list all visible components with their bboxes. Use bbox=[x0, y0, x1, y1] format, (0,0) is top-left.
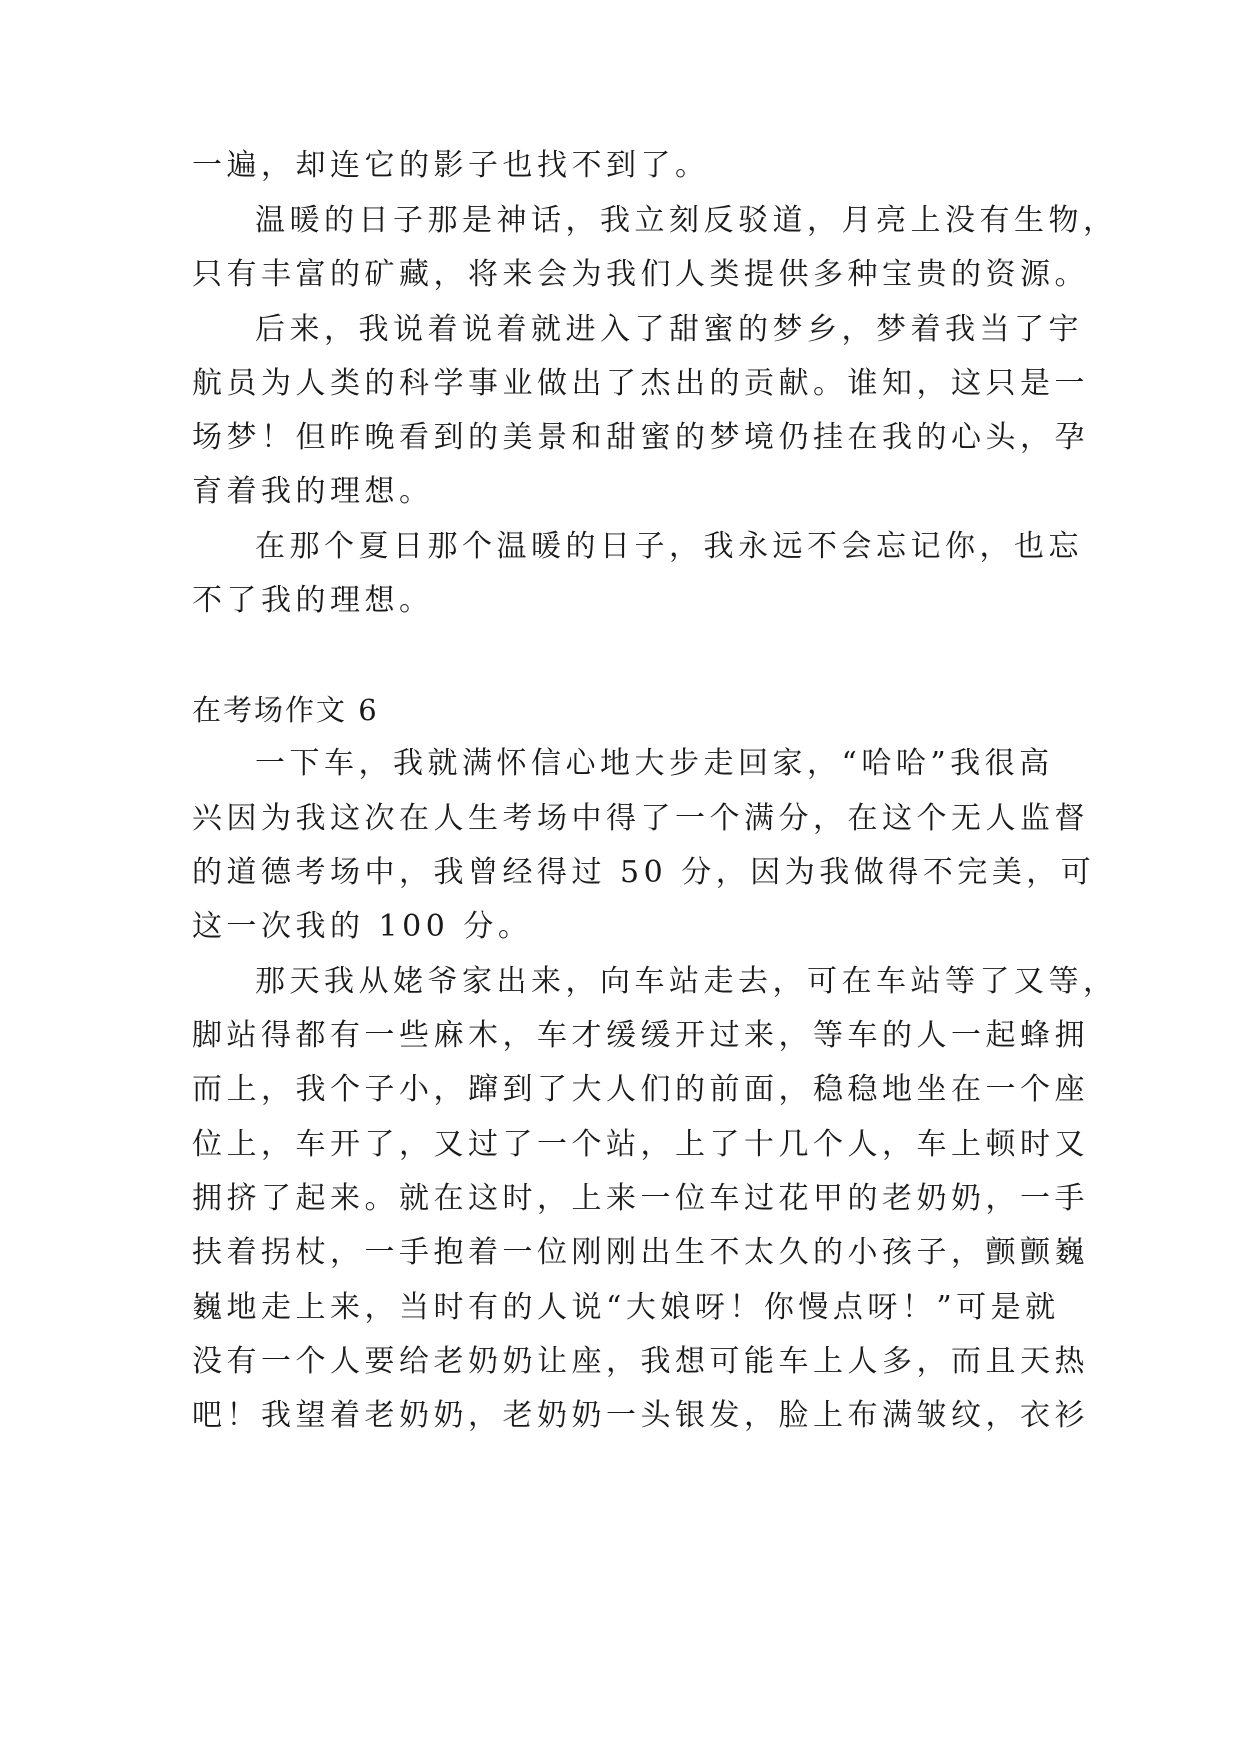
text-line: 只有丰富的矿藏，将来会为我们人类提供多种宝贵的资源。 bbox=[192, 257, 1089, 292]
text-line: 这一次我的 100 分。 bbox=[192, 909, 533, 944]
text-line: 脚站得都有一些麻木，车才缓缓开过来，等车的人一起蜂拥 bbox=[192, 1018, 1089, 1053]
text-line: 温暖的日子那是神话，我立刻反驳道，月亮上没有生物， bbox=[255, 203, 1118, 238]
text-line: 位上，车开了，又过了一个站，上了十几个人，车上顿时又 bbox=[192, 1127, 1089, 1162]
text-line: 的道德考场中，我曾经得过 50 分，因为我做得不完美，可 bbox=[192, 855, 1096, 890]
text-line: 航员为人类的科学事业做出了杰出的贡献。谁知，这只是一 bbox=[192, 366, 1089, 401]
text-line: 育着我的理想。 bbox=[192, 474, 434, 509]
text-line: 在那个夏日那个温暖的日子，我永远不会忘记你，也忘 bbox=[255, 529, 1083, 564]
text-line: 后来，我说着说着就进入了甜蜜的梦乡，梦着我当了宇 bbox=[255, 312, 1083, 347]
text-line: 场梦！但昨晚看到的美景和甜蜜的梦境仍挂在我的心头，孕 bbox=[192, 420, 1089, 455]
text-line: 一下车，我就满怀信心地大步走回家，“哈哈”我很高 bbox=[255, 746, 1054, 781]
text-line: 拥挤了起来。就在这时，上来一位车过花甲的老奶奶，一手 bbox=[192, 1181, 1089, 1216]
text-line: 不了我的理想。 bbox=[192, 583, 434, 618]
text-line: 兴因为我这次在人生考场中得了一个满分，在这个无人监督 bbox=[192, 801, 1089, 836]
text-line: 而上，我个子小，蹿到了大人们的前面，稳稳地坐在一个座 bbox=[192, 1072, 1089, 1107]
text-line: 一遍，却连它的影子也找不到了。 bbox=[192, 148, 710, 183]
text-line: 没有一个人要给老奶奶让座，我想可能车上人多，而且天热 bbox=[192, 1344, 1089, 1379]
text-line: 巍地走上来，当时有的人说“大娘呀！你慢点呀！”可是就 bbox=[192, 1290, 1060, 1325]
text-line: 扶着拐杖，一手抱着一位刚刚出生不太久的小孩子，颤颤巍 bbox=[192, 1235, 1089, 1270]
text-line: 吧！我望着老奶奶，老奶奶一头银发，脸上布满皱纹，衣衫 bbox=[192, 1398, 1089, 1433]
text-line: 那天我从姥爷家出来，向车站走去，可在车站等了又等， bbox=[255, 964, 1118, 999]
section-heading: 在考场作文 6 bbox=[192, 693, 379, 727]
